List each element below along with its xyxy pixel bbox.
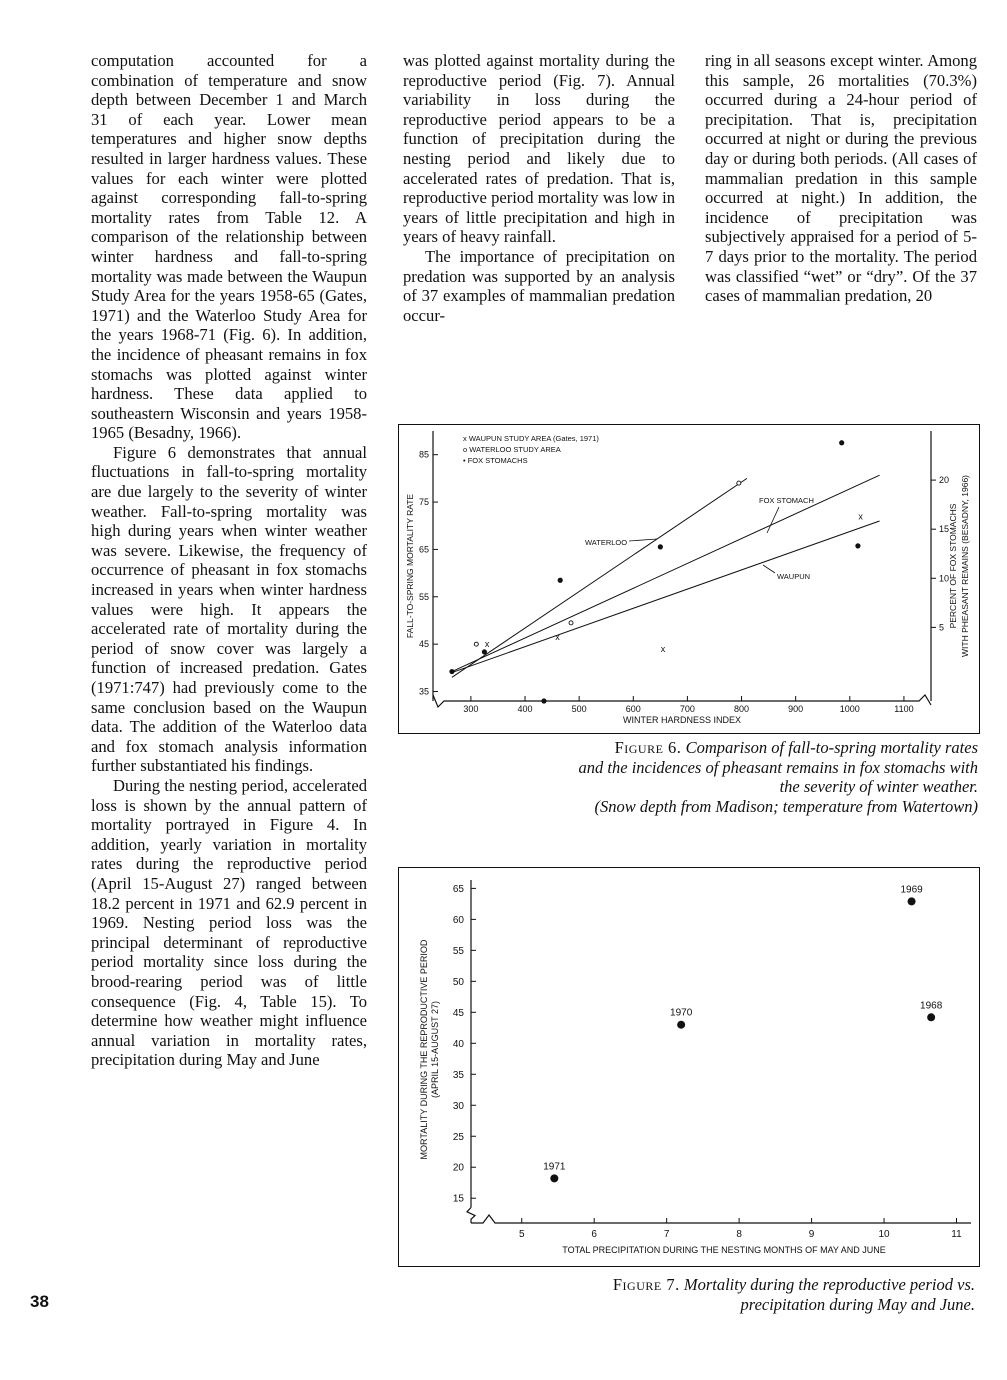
- fig6-point-fox-stomach: [541, 698, 546, 703]
- fig7-x-tick-label: 8: [736, 1229, 742, 1240]
- fig7-point-label-1969: 1969: [900, 884, 923, 896]
- fig6-annotation-leader: [763, 565, 775, 573]
- fig6-y-tick-label: 75: [418, 497, 429, 508]
- fig6-y-tick-label: 65: [418, 544, 429, 555]
- fig7-y-tick-label: 15: [452, 1193, 464, 1205]
- fig7-x-tick-label: 9: [808, 1229, 815, 1240]
- fig7-y-tick-label: 55: [452, 945, 464, 957]
- fig6-point-waterloo: [569, 621, 573, 625]
- fig7-x-tick-label: 7: [663, 1229, 670, 1240]
- fig6-point-waupun: x: [858, 511, 863, 522]
- fig7-y-axis-label-2: (APRIL 15-AUGUST 27): [430, 1000, 440, 1099]
- fig6-x-axis-label: WINTER HARDNESS INDEX: [622, 715, 742, 725]
- fig6-point-fox-stomach: [658, 544, 663, 549]
- fig6-point-fox-stomach: [855, 543, 860, 548]
- fig6-y2-tick-label: 20: [939, 475, 950, 486]
- fig6-point-fox-stomach: [449, 669, 454, 674]
- fig6-legend-entry: o WATERLOO STUDY AREA: [463, 445, 561, 454]
- figure-6-caption-line-1: Comparison of fall-to-spring mortality rates: [685, 738, 978, 757]
- fig6-legend-entry: x WAUPUN STUDY AREA (Gates, 1971): [463, 434, 599, 443]
- fig6-y2-axis-label-2: WITH PHEASANT REMAINS (BESADNY, 1966): [960, 474, 970, 658]
- fig6-y2-tick-label: 5: [939, 622, 945, 633]
- fig6-annotation: WAUPUN: [777, 572, 811, 581]
- text-column-2: [403, 51, 675, 325]
- fig7-point-label-1968: 1968: [920, 1000, 943, 1012]
- page-number: 38: [30, 1292, 49, 1311]
- figure-6-label: Figure 6.: [614, 738, 682, 757]
- fig7-y-axis-label-1: MORTALITY DURING THE REPRODUCTIVE PERIOD: [419, 939, 429, 1160]
- fig6-annotation-leader: [767, 507, 779, 533]
- col2-paragraph-2: The importance of precipitation on predation was supported by an analysis of 37 examples of mammalian predation occur-: [403, 246, 675, 325]
- fig7-point-label-1970: 1970: [670, 1007, 693, 1019]
- figure-6-caption: [440, 738, 978, 816]
- fig6-y-tick-label: 45: [418, 639, 429, 650]
- fig6-annotation-leader: [629, 539, 657, 541]
- fig6-point-waterloo: [474, 642, 478, 646]
- fig7-y-tick-label: 35: [452, 1069, 464, 1081]
- fig7-y-tick-label: 50: [452, 976, 464, 988]
- fig7-y-tick-label: 25: [452, 1131, 464, 1143]
- fig7-y-tick-label: 20: [452, 1162, 464, 1174]
- fig6-annotation: FOX STOMACH: [759, 496, 814, 505]
- fig7-x-tick-label: 6: [591, 1229, 597, 1240]
- fig6-y2-tick-label: 10: [939, 573, 950, 584]
- figure-7-svg: [399, 868, 979, 1266]
- col3-paragraph-1: ring in all seasons except winter. Among this sample, 26 mortalities (70.3%) occurred during a 24-hour period of precipitation. That is, precipitation occurred at night or during the previous day or during both periods. (All cases of mammalian predation in this sample occurred at night.) In addition, the incidence of precipitation was subjectively appraised for a period of 5-7 days prior to the mortality. The period was classified “wet” or “dry”. Of the 37 cases of mammalian predation, 20: [705, 51, 977, 306]
- col1-paragraph-2: Figure 6 demonstrates that annual fluctuations in fall-to-spring mortality are due largely to the severity of winter weather. Fall-to-spring mortality was high during years when winter weather was severe. Likewise, the frequency of occurrence of pheasant in fox stomachs increased in years when winter hardness values were high. It appears the accelerated rate of mortality during the period of snow cover was largely a function of increased predation. Gates (1971:747) had previously come to the same conclusion based on the Waupun data. The addition of the Waterloo data and fox stomach analysis information further substantiated his findings.: [91, 442, 367, 776]
- col1-paragraph-3: During the nesting period, accelerated loss is shown by the annual pattern of mortality portrayed in Figure 4. In addition, yearly variation in mortality rates during the reproductive period (April 15-August 27) ranged between 18.2 percent in 1971 and 62.9 percent in 1969. Nesting period loss was the principal determinant of reproductive period mortality since loss during the brood-rearing period was of little consequence (Fig. 4, Table 15). To determine how weather might influence annual variation in mortality rates, precipitation during May and June: [91, 775, 367, 1070]
- fig6-point-waterloo: [737, 481, 741, 485]
- fig7-point-1971: [550, 1174, 558, 1182]
- fig7-y-tick-label: 40: [452, 1038, 464, 1050]
- figure-6-svg: [399, 425, 979, 733]
- fig6-y-tick-label: 85: [418, 449, 429, 460]
- fig7-y-tick-label: 65: [452, 883, 464, 895]
- fig6-y-tick-label: 55: [418, 591, 429, 602]
- fig6-y-axis-label: FALL-TO-SPRING MORTALITY RATE: [405, 493, 415, 639]
- fig6-x-tick-label: 400: [517, 704, 533, 714]
- fig7-point-1968: [927, 1013, 935, 1021]
- figure-7-caption-line-2: precipitation during May and June.: [740, 1294, 975, 1314]
- figure-7-chart: [398, 867, 980, 1267]
- fig6-y2-axis-label-1: PERCENT OF FOX STOMACHS: [948, 503, 958, 629]
- fig7-x-axis: [471, 1215, 971, 1223]
- figure-7-caption: [440, 1275, 975, 1314]
- text-column-1: [91, 51, 367, 1070]
- fig6-x-tick-label: 900: [788, 704, 804, 714]
- fig7-point-1969: [908, 897, 916, 905]
- figure-7-label: Figure 7.: [612, 1275, 680, 1294]
- fig6-fit-line-fox-stomach: [452, 475, 880, 671]
- fig6-legend-entry: • FOX STOMACHS: [463, 456, 528, 465]
- fig6-point-fox-stomach: [482, 649, 487, 654]
- fig7-x-tick-label: 10: [878, 1229, 890, 1240]
- fig7-x-tick-label: 11: [951, 1229, 962, 1240]
- fig6-x-tick-label: 600: [625, 704, 641, 714]
- fig6-point-fox-stomach: [839, 440, 844, 445]
- fig6-y2-tick-label: 15: [939, 524, 950, 535]
- fig6-y-tick-label: 35: [418, 686, 429, 697]
- fig7-x-tick-label: 5: [518, 1229, 525, 1240]
- fig7-point-label-1971: 1971: [543, 1161, 566, 1173]
- figure-6-caption-line-3: the severity of winter weather.: [779, 777, 978, 797]
- fig6-point-waupun: x: [555, 632, 560, 643]
- col2-paragraph-1: was plotted against mortality during the reproductive period (Fig. 7). Annual variability in loss during the reproductive period appears to be a function of precipitation during the nesting period and likely due to accelerated rates of predation. That is, reproductive period mortality was low in years of little precipitation and high in years of heavy rainfall.: [403, 51, 675, 247]
- fig7-y-tick-label: 30: [452, 1100, 464, 1112]
- fig6-fit-line-waupun: [452, 521, 880, 673]
- fig6-x-tick-label: 300: [463, 704, 479, 714]
- fig6-point-fox-stomach: [558, 578, 563, 583]
- fig7-y-tick-label: 60: [452, 914, 464, 926]
- fig7-point-1970: [677, 1021, 685, 1029]
- figure-6-caption-line-2: and the incidences of pheasant remains in fox stomachs with: [578, 757, 978, 777]
- col1-paragraph-1: computation accounted for a combination of temperature and snow depth between December 1 and March 31 of each year. Lower mean temperatures and higher snow depths resulted in larger hardness values. These values for each winter were plotted against corresponding fall-to-spring mortality rates from Table 12. A comparison of the relationship between winter hardness and fall-to-spring mortality was made between the Waupun Study Area for the years 1958-65 (Gates, 1971) and the Waterloo Study Area for the years 1968-71 (Fig. 6). In addition, the incidence of pheasant remains in fox stomachs was plotted against winter hardness. These data applied to southeastern Wisconsin and years 1958-1965 (Besadny, 1966).: [91, 51, 367, 443]
- fig6-annotation: WATERLOO: [585, 538, 628, 547]
- fig6-x-tick-label: 1000: [839, 704, 860, 714]
- fig7-x-axis-label: TOTAL PRECIPITATION DURING THE NESTING MONTHS OF MAY AND JUNE: [562, 1245, 886, 1255]
- fig6-x-tick-label: 800: [734, 704, 750, 714]
- figure-6-caption-line-4: (Snow depth from Madison; temperature from Watertown): [594, 796, 978, 816]
- fig6-point-waupun: x: [484, 639, 490, 650]
- fig6-point-waupun: x: [660, 643, 666, 654]
- fig6-fit-line-waterloo: [452, 478, 747, 677]
- figure-6-chart: [398, 424, 980, 734]
- fig7-y-axis-break: [467, 1208, 475, 1223]
- figure-7-caption-line-1: Mortality during the reproductive period vs.: [683, 1275, 975, 1294]
- fig6-x-tick-label: 500: [571, 704, 587, 714]
- fig6-x-tick-label: 1100: [894, 704, 914, 714]
- fig7-y-tick-label: 45: [452, 1007, 464, 1019]
- fig6-x-tick-label: 700: [679, 704, 695, 714]
- text-column-3: [705, 51, 977, 306]
